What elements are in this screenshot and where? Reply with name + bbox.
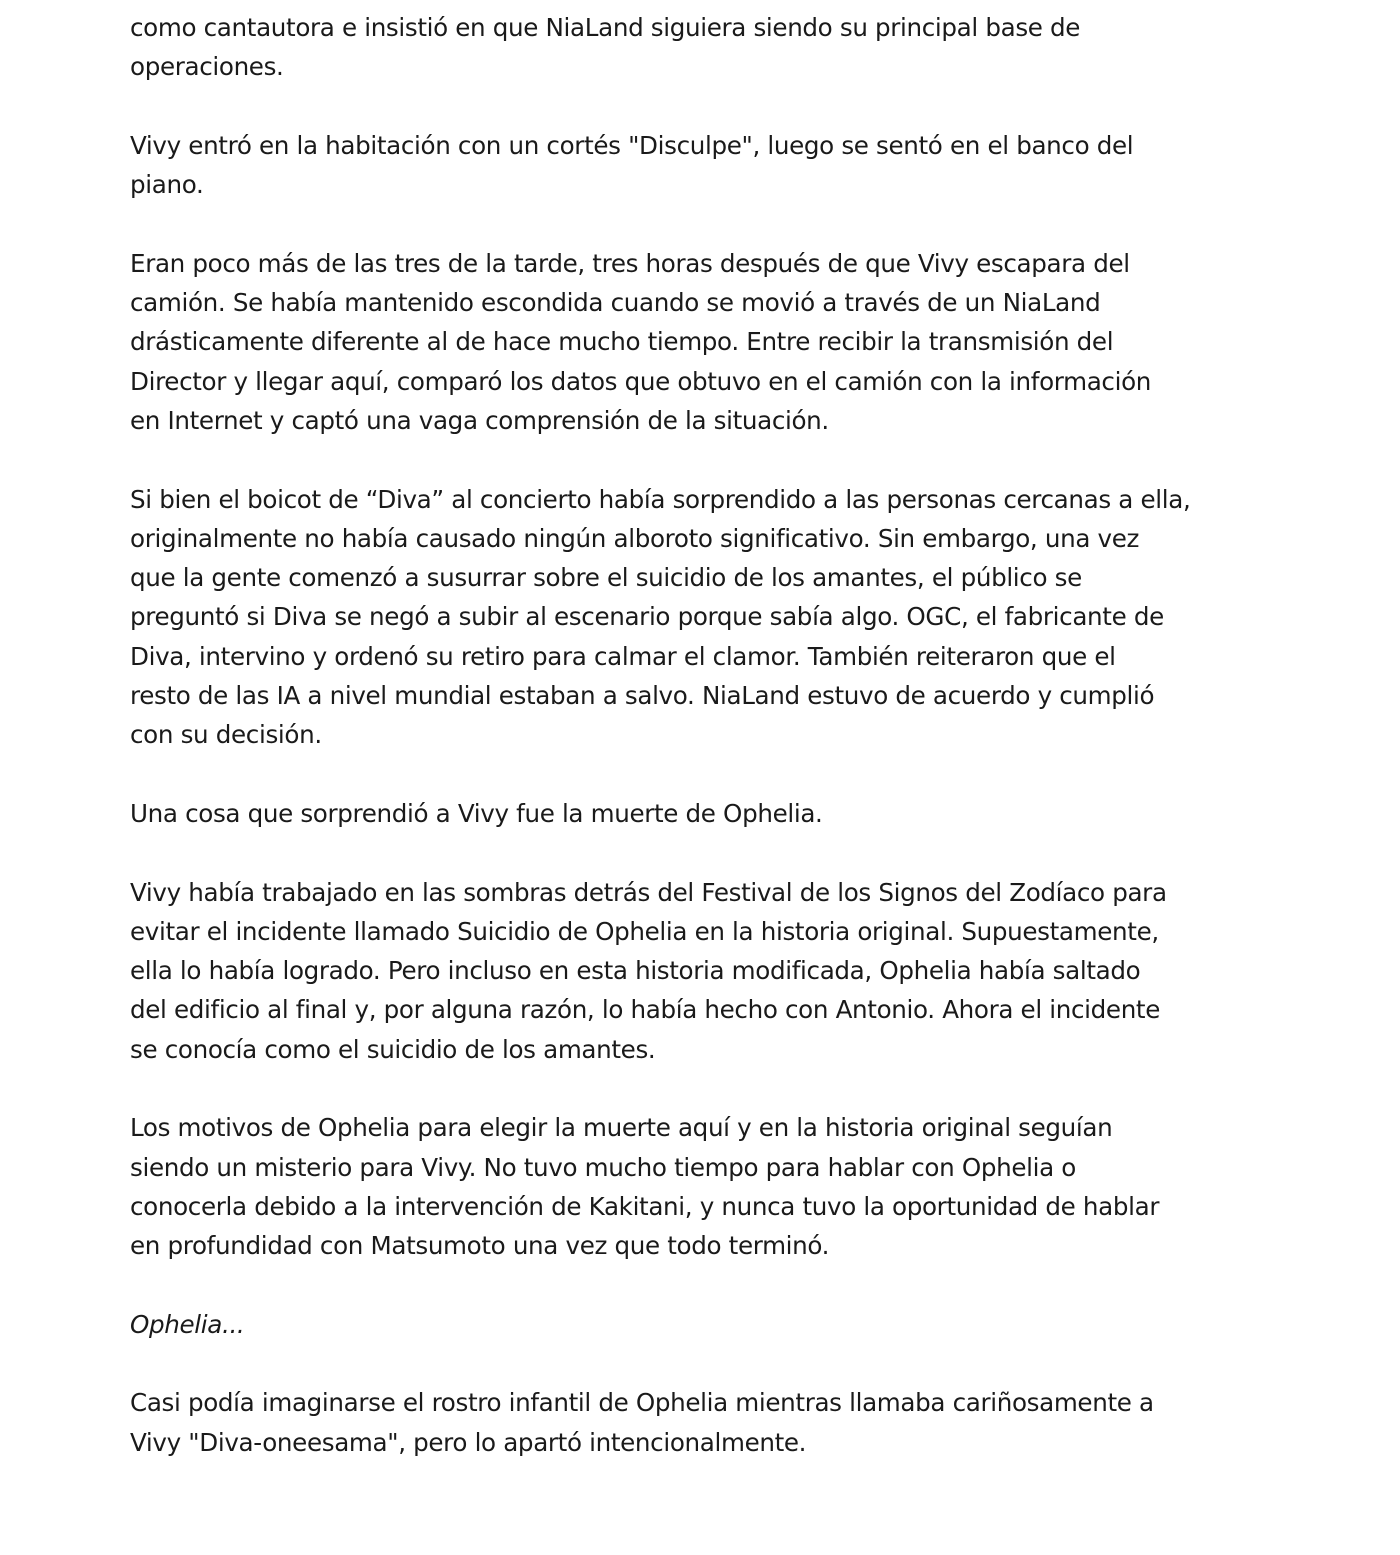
document-page (130, 8, 1280, 1501)
paragraph-2: Vivy entró en la habitación con un cortés "Disculpe", luego se sentó en el banco del piano. (130, 130, 1134, 200)
paragraph-1: como cantautora e insistió en que NiaLand siguiera siendo su principal base de operaciones. (130, 13, 1081, 82)
paragraph-9: Casi podía imaginarse el rostro infantil de Ophelia mientras llamaba cariñosamente a Vivy "Diva-oneesama", pero lo apartó intencionalmente. (130, 1388, 1154, 1457)
paragraph-6: Vivy había trabajado en las sombras detrás del Festival de los Signos del Zodíaco para evitar el incidente llamado Suicidio de Ophelia en la historia original. Supuestamente, ella lo había logrado. Pero incluso en esta historia modificada, Ophelia había saltado del edificio al final y, por alguna razón, lo había hecho con Antonio. Ahora el incidente se conocía como el suicidio de los amantes. (130, 877, 1167, 1064)
paragraph-5: Una cosa que sorprendió a Vivy fue la muerte de Ophelia. (130, 798, 823, 828)
paragraph-3: Eran poco más de las tres de la tarde, tres horas después de que Vivy escapara del camión. Se había mantenido escondida cuando se movió a través de un NiaLand drásticamente diferente al de hace mucho tiempo. Entre recibir la transmisión del Director y llegar aquí, comparó los datos que obtuvo en el camión con la información en Internet y captó una vaga comprensión de la situación. (130, 248, 1152, 435)
paragraph-4: Si bien el boicot de “Diva” al concierto había sorprendido a las personas cercanas a ella, originalmente no había causado ningún alboroto significativo. Sin embargo, una vez que la gente comenzó a susurrar sobre el suicidio de los amantes, el público se preguntó si Diva se negó a subir al escenario porque sabía algo. OGC, el fabricante de Diva, intervino y ordenó su retiro para calmar el clamor. También reiteraron que el resto de las IA a nivel mundial estaban a salvo. NiaLand estuvo de acuerdo y cumplió con su decisión. (130, 484, 1191, 750)
paragraph-8-italic: Ophelia... (130, 1309, 245, 1339)
paragraph-7: Los motivos de Ophelia para elegir la muerte aquí y en la historia original seguían siendo un misterio para Vivy. No tuvo mucho tiempo para hablar con Ophelia o conocerla debido a la intervención de Kakitani, y nunca tuvo la oportunidad de hablar en profundidad con Matsumoto una vez que todo terminó. (130, 1113, 1160, 1261)
